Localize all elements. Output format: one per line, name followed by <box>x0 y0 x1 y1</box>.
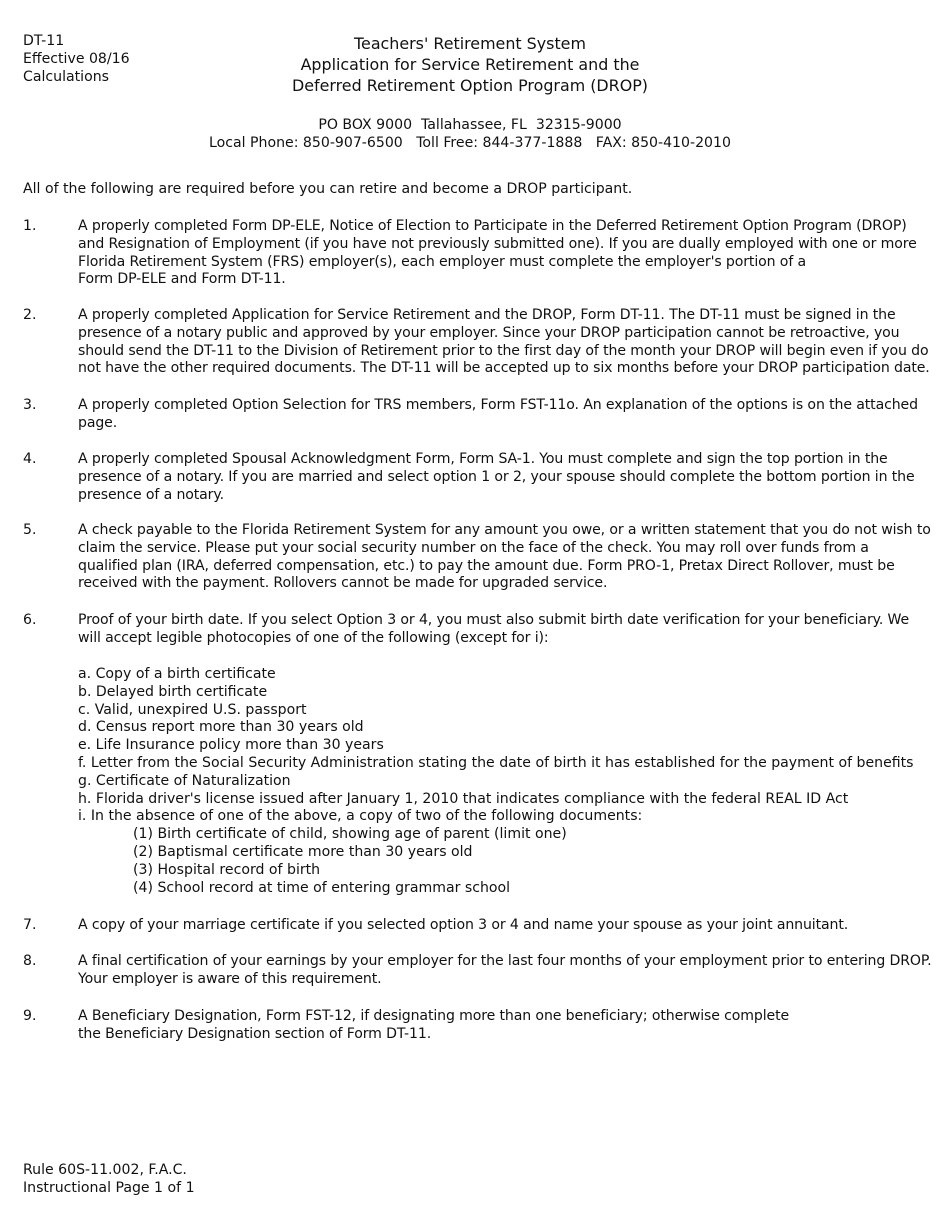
list-item: (1) Birth certificate of child, showing age of parent (limit one) <box>133 826 567 843</box>
requirement-3 <box>23 397 928 433</box>
requirement-number: 7. <box>23 917 37 933</box>
requirement-number: 6. <box>23 612 37 628</box>
form-category: Calculations <box>23 68 109 85</box>
text-line: will accept legible photocopies of one of the following (except for i): <box>78 629 549 646</box>
list-item: f. Letter from the Social Security Administration stating the date of birth it has established for the payment of benefits <box>78 754 914 771</box>
requirement-text <box>78 917 928 935</box>
text-line: Form DP-ELE and Form DT-11. <box>78 271 286 288</box>
requirement-text <box>78 522 931 593</box>
contact-info <box>140 117 800 153</box>
requirement-2 <box>23 307 928 378</box>
text-line: presence of a notary. If you are married and select option 1 or 2, your spouse should complete the bottom portion in the <box>78 468 915 485</box>
text-line: Proof of your birth date. If you select Option 3 or 4, you must also submit birth date verification for your beneficiary. We <box>78 612 910 628</box>
list-item: c. Valid, unexpired U.S. passport <box>78 701 307 718</box>
text-line: should send the DT-11 to the Division of Retirement prior to the first day of the month your DROP will begin even if you do <box>78 342 929 359</box>
requirement-number: 5. <box>23 522 37 538</box>
text-line: A properly completed Option Selection for TRS members, Form FST-11o. An explanation of the options is on the attached <box>78 397 918 413</box>
requirement-text <box>78 397 928 433</box>
list-item: g. Certificate of Naturalization <box>78 772 291 789</box>
requirement-9 <box>23 1008 928 1044</box>
list-item: i. In the absence of one of the above, a copy of two of the following documents: <box>78 808 643 825</box>
requirement-number: 9. <box>23 1008 37 1024</box>
text-line: claim the service. Please put your social security number on the face of the check. You may roll over funds from a <box>78 539 869 556</box>
requirement-text <box>78 218 928 289</box>
list-item: h. Florida driver's license issued after January 1, 2010 that indicates compliance with the federal REAL ID Act <box>78 790 849 807</box>
requirement-number: 2. <box>23 307 37 323</box>
document-header <box>190 33 750 96</box>
page-footer <box>23 1161 195 1197</box>
text-line: and Resignation of Employment (if you have not previously submitted one). If you are dually employed with one or more <box>78 235 917 252</box>
text-line: presence of a notary. <box>78 486 224 503</box>
birth-proof-options <box>78 666 938 897</box>
page-number: Instructional Page 1 of 1 <box>23 1180 195 1196</box>
form-code: DT-11 <box>23 33 65 49</box>
rule-citation: Rule 60S-11.002, F.A.C. <box>23 1162 187 1178</box>
header-program-title: Deferred Retirement Option Program (DROP) <box>291 76 648 95</box>
text-line: A properly completed Spousal Acknowledgment Form, Form SA-1. You must complete and sign the top portion in the <box>78 451 888 467</box>
requirement-4 <box>23 451 928 504</box>
text-line: A properly completed Form DP-ELE, Notice of Election to Participate in the Deferred Retirement Option Program (DROP) <box>78 218 907 234</box>
text-line: A final certification of your earnings by your employer for the last four months of your employment prior to entering DROP. <box>78 953 932 969</box>
requirement-text <box>78 1008 928 1044</box>
list-item: b. Delayed birth certificate <box>78 683 268 700</box>
requirement-number: 4. <box>23 451 37 467</box>
intro-statement: All of the following are required before you can retire and become a DROP participant. <box>23 181 633 197</box>
requirement-7 <box>23 917 928 935</box>
requirement-6 <box>23 612 928 648</box>
list-item: e. Life Insurance policy more than 30 years <box>78 737 384 754</box>
requirement-number: 3. <box>23 397 37 413</box>
requirement-text <box>78 612 928 648</box>
mailing-address: PO BOX 9000 Tallahassee, FL 32315-9000 <box>318 117 622 133</box>
requirement-text <box>78 953 932 989</box>
text-line: qualified plan (IRA, deferred compensation, etc.) to pay the amount due. Form PRO-1, Pretax Direct Rollover, must be <box>78 557 895 574</box>
form-code-block <box>23 33 203 86</box>
requirement-number: 1. <box>23 218 37 234</box>
alternate-documents-list <box>133 826 938 897</box>
effective-date: Effective 08/16 <box>23 50 130 67</box>
list-item: (2) Baptismal certificate more than 30 years old <box>133 843 473 860</box>
requirement-1 <box>23 218 928 289</box>
text-line: the Beneficiary Designation section of Form DT-11. <box>78 1025 432 1042</box>
text-line: A check payable to the Florida Retirement System for any amount you owe, or a written statement that you do not wish to <box>78 522 931 538</box>
text-line: Your employer is aware of this requirement. <box>78 970 382 987</box>
header-system-name: Teachers' Retirement System <box>354 34 586 53</box>
requirement-text <box>78 307 928 378</box>
requirement-5 <box>23 522 931 593</box>
text-line: presence of a notary public and approved by your employer. Since your DROP participation cannot be retroactive, you <box>78 324 900 341</box>
phone-numbers: Local Phone: 850-907-6500 Toll Free: 844-377-1888 FAX: 850-410-2010 <box>209 134 731 151</box>
text-line: A properly completed Application for Service Retirement and the DROP, Form DT-11. The DT-11 must be signed in the <box>78 307 896 323</box>
requirement-number: 8. <box>23 953 37 969</box>
list-item: (4) School record at time of entering grammar school <box>133 879 511 896</box>
list-item: (3) Hospital record of birth <box>133 861 321 878</box>
text-line: not have the other required documents. The DT-11 will be accepted up to six months before your DROP participation date. <box>78 360 930 377</box>
text-line: received with the payment. Rollovers cannot be made for upgraded service. <box>78 575 608 592</box>
list-item: d. Census report more than 30 years old <box>78 719 364 736</box>
header-application-title: Application for Service Retirement and the <box>300 55 640 74</box>
requirement-8 <box>23 953 932 989</box>
list-item: a. Copy of a birth certificate <box>78 666 276 682</box>
text-line: page. <box>78 414 118 431</box>
text-line: A Beneficiary Designation, Form FST-12, if designating more than one beneficiary; otherwise complete <box>78 1008 790 1024</box>
requirement-text <box>78 451 928 504</box>
text-line: Florida Retirement System (FRS) employer(s), each employer must complete the employer's portion of a <box>78 253 807 270</box>
text-line: A copy of your marriage certificate if you selected option 3 or 4 and name your spouse as your joint annuitant. <box>78 917 849 933</box>
